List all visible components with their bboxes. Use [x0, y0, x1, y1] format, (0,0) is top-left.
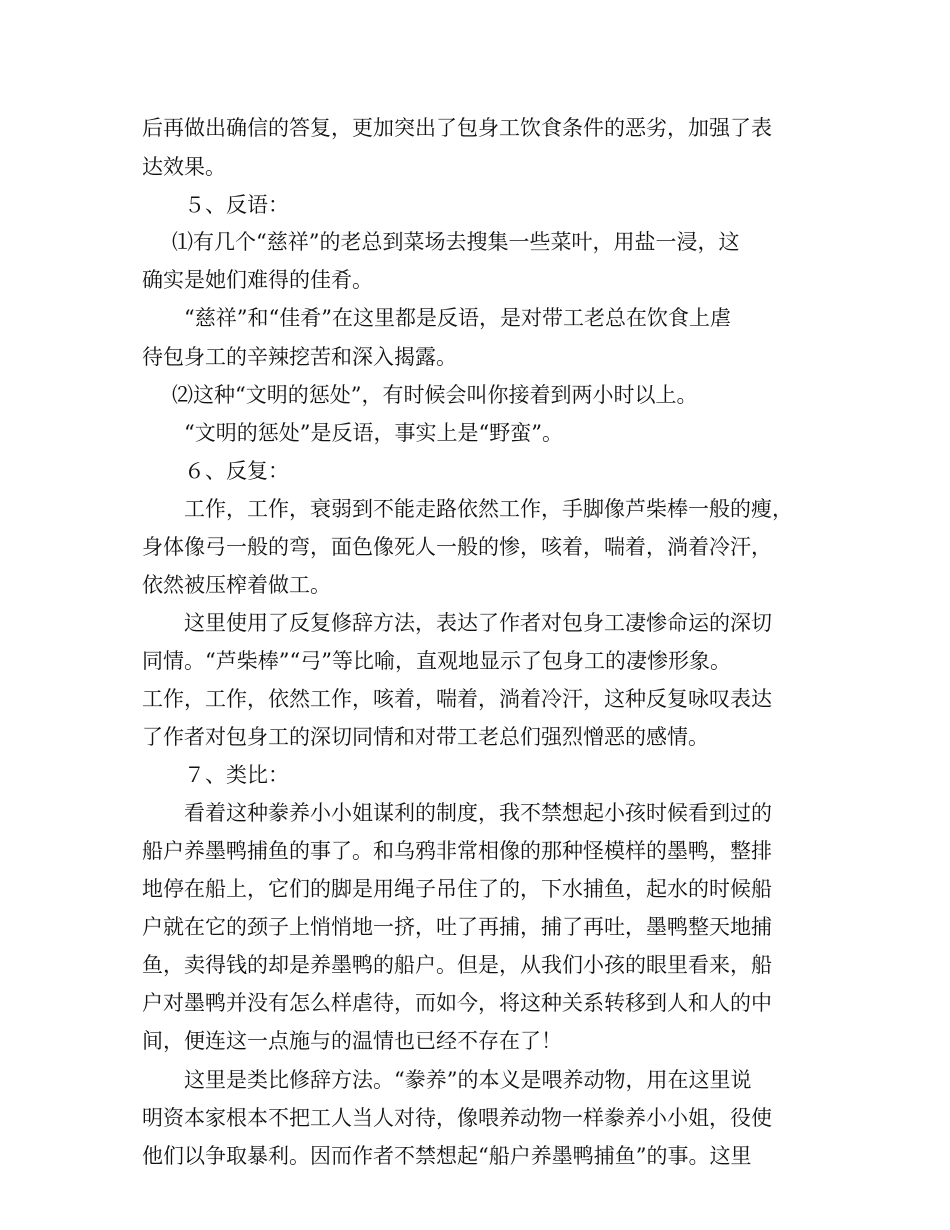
text-line: “文明的惩处”是反语，事实上是“野蛮”。 — [184, 421, 563, 445]
text-line: 户就在它的颈子上悄悄地一挤，吐了再捕，捕了再吐，墨鸭整天地捕 — [142, 915, 772, 939]
example-line: ⑴有几个“慈祥”的老总到菜场去搜集一些菜叶，用盐一浸，这 — [172, 230, 740, 254]
text-line: 后再做出确信的答复，更加突出了包身工饮食条件的恶劣，加强了表 — [142, 116, 772, 140]
section-heading: ６、反复： — [184, 459, 289, 483]
text-line: 工作，工作，衰弱到不能走路依然工作，手脚像芦柴棒一般的瘦， — [184, 497, 793, 521]
text-line: 明资本家根本不把工人当人对待，像喂养动物一样豢养小小姐，役使 — [142, 1106, 772, 1130]
text-line: “慈祥”和“佳肴”在这里都是反语，是对带工老总在饮食上虐 — [184, 306, 731, 330]
text-line: 间，便连这一点施与的温情也已经不存在了！ — [142, 1029, 562, 1053]
text-line: 这里是类比修辞方法。“豢养”的本义是喂养动物，用在这里说 — [184, 1068, 752, 1092]
text-line: 达效果。 — [142, 155, 226, 179]
text-line: 同情。“芦柴棒”“弓”等比喻，直观地显示了包身工的凄惨形象。 — [142, 649, 731, 673]
text-line: 依然被压榨着做工。 — [142, 573, 331, 597]
text-line: 待包身工的辛辣挖苦和深入揭露。 — [142, 345, 457, 369]
text-line: 确实是她们难得的佳肴。 — [142, 268, 373, 292]
text-line: 鱼，卖得钱的却是养墨鸭的船户。但是，从我们小孩的眼里看来，船 — [142, 953, 772, 977]
text-line: 户对墨鸭并没有怎么样虐待，而如今，将这种关系转移到人和人的中 — [142, 991, 772, 1015]
text-line: 工作，工作，依然工作，咳着，喘着，淌着冷汗，这种反复咏叹表达 — [142, 687, 772, 711]
text-line: 了作者对包身工的深切同情和对带工老总们强烈憎恶的感情。 — [142, 725, 709, 749]
section-heading: ７、类比： — [184, 763, 289, 787]
text-line: 地停在船上，它们的脚是用绳子吊住了的，下水捕鱼，起水的时候船 — [142, 877, 772, 901]
section-heading: ５、反语： — [184, 193, 289, 217]
example-line: ⑵这种“文明的惩处”，有时候会叫你接着到两小时以上。 — [172, 383, 698, 407]
text-line: 身体像弓一般的弯，面色像死人一般的惨，咳着，喘着，淌着冷汗， — [142, 535, 772, 559]
text-line: 船户养墨鸭捕鱼的事了。和乌鸦非常相像的那种怪模样的墨鸭，整排 — [142, 839, 772, 863]
text-line: 看着这种豢养小小姐谋利的制度，我不禁想起小孩时候看到过的 — [184, 801, 772, 825]
text-line: 这里使用了反复修辞方法，表达了作者对包身工凄惨命运的深切 — [184, 611, 772, 635]
text-line: 他们以争取暴利。因而作者不禁想起“船户养墨鸭捕鱼”的事。这里 — [142, 1144, 752, 1168]
